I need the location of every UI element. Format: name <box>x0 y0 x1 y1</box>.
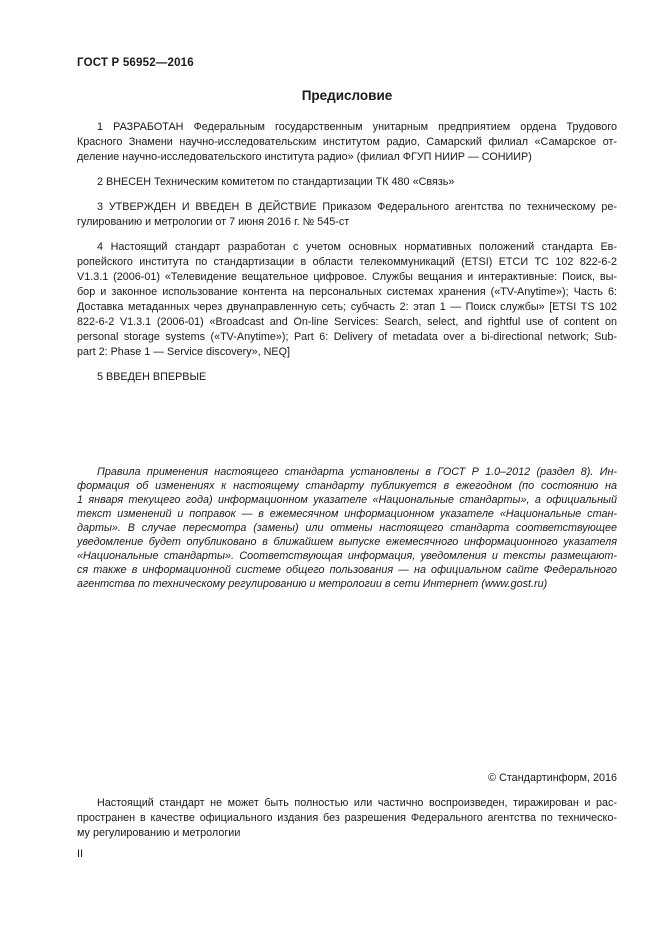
paragraph <box>77 200 617 230</box>
paragraph-line: текст изменений и поправок — в ежемесячном информационном указателе «Национальные стан- <box>77 508 617 520</box>
foreword-section <box>77 0 617 861</box>
paragraph-line: му регулированию и метрологии <box>77 827 241 839</box>
paragraph-line: part 2: Phase 1 — Service discovery», NEQ] <box>77 346 291 358</box>
paragraph-line: 2 ВНЕСЕН Техническим комитетом по стандартизации ТК 480 «Связь» <box>97 176 455 188</box>
paragraph-line: 5 ВВЕДЕН ВПЕРВЫЕ <box>97 371 207 383</box>
foreword-paragraphs <box>77 120 617 385</box>
paragraph-line: агентства по техническому регулированию и метрологии в сети Интернет (www.gost.ru) <box>77 578 548 590</box>
paragraph-line: 4 Настоящий стандарт разработан с учетом основных нормативных положений стандарта Ев- <box>97 241 617 253</box>
paragraph-line: дарты». В случае пересмотра (замены) или отмены настоящего стандарта соответствующее <box>77 522 617 534</box>
paragraph-line: ся также в информационной системе общего пользования — на официальном сайте Федерального <box>77 564 617 576</box>
paragraph-line: personal storage systems («TV-Anytime»); Part 6: Delivery of metadata over a bi-directional network; Sub- <box>77 331 617 343</box>
paragraph-line: 1 РАЗРАБОТАН Федеральным государственным унитарным предприятием ордена Трудового <box>97 121 617 133</box>
paragraph-line: V1.3.1 (2006-01) «Телевидение вещательное цифровое. Службы вещания и интерактивные: Поиск, вы- <box>77 271 617 283</box>
paragraph-line: пространен в качестве официального издания без разрешения Федерального агентства по техническо- <box>77 812 617 824</box>
paragraph <box>77 796 617 841</box>
paragraph <box>77 370 617 385</box>
legal-note <box>77 465 617 591</box>
paragraph-line: 1 января текущего года) информационном указателе «Национальные стандарты», а официальный <box>77 494 617 506</box>
page-title: Предисловие <box>301 88 393 103</box>
paragraph-line: Доставка метаданных через двунаправленную сеть; субчасть 2: этап 1 — Поиск службы» [ETSI TS 102 <box>77 301 617 313</box>
paragraph <box>77 175 617 190</box>
paragraph-line: Настоящий стандарт не может быть полностью или частично воспроизведен, тиражирован и рас- <box>97 797 617 809</box>
paragraph <box>77 240 617 360</box>
paragraph-line: формация об изменениях к настоящему стандарту публикуется в ежегодном (по состоянию на <box>77 480 617 492</box>
paragraph <box>77 465 617 591</box>
paragraph-line: Правила применения настоящего стандарта установлены в ГОСТ Р 1.0–2012 (раздел 8). Ин- <box>97 466 617 478</box>
restriction-note <box>77 796 617 841</box>
paragraph-line: деление научно-исследовательского института радио» (филиал ФГУП НИИР — СОНИИР) <box>77 151 532 163</box>
paragraph-line: 3 УТВЕРЖДЕН И ВВЕДЕН В ДЕЙСТВИЕ Приказом Федерального агентства по техническому ре- <box>97 201 617 213</box>
paragraph-line: Красного Знамени научно-исследовательским институтом радио, Самарский филиал «Самарское от- <box>77 136 617 148</box>
paragraph-line: «Национальные стандарты». Соответствующая информация, уведомления и тексты размещают- <box>77 550 617 562</box>
paragraph-line: 822-6-2 V1.3.1 (2006-01) «Broadcast and On-line Services: Search, select, and rightful use of content on <box>77 316 617 328</box>
paragraph-line: гулированию и метрологии от 7 июня 2016 г. № 545-ст <box>77 216 350 228</box>
paragraph-line: ропейского института по стандартизации в области телекоммуникаций (ETSI) ЕТСИ ТС 102 822-6-2 <box>77 256 617 268</box>
copyright-notice: © Стандартинформ, 2016 <box>488 772 617 784</box>
paragraph-line: уведомление будет опубликовано в ближайшем выпуске ежемесячного информационного указателя <box>77 536 617 548</box>
page-number: II <box>77 848 84 860</box>
paragraph <box>77 120 617 165</box>
document-designation: ГОСТ Р 56952—2016 <box>77 57 194 69</box>
paragraph-line: бор и законное использование контента на персональных системах хранения («TV-Anytime»); Часть 6: <box>77 286 617 298</box>
